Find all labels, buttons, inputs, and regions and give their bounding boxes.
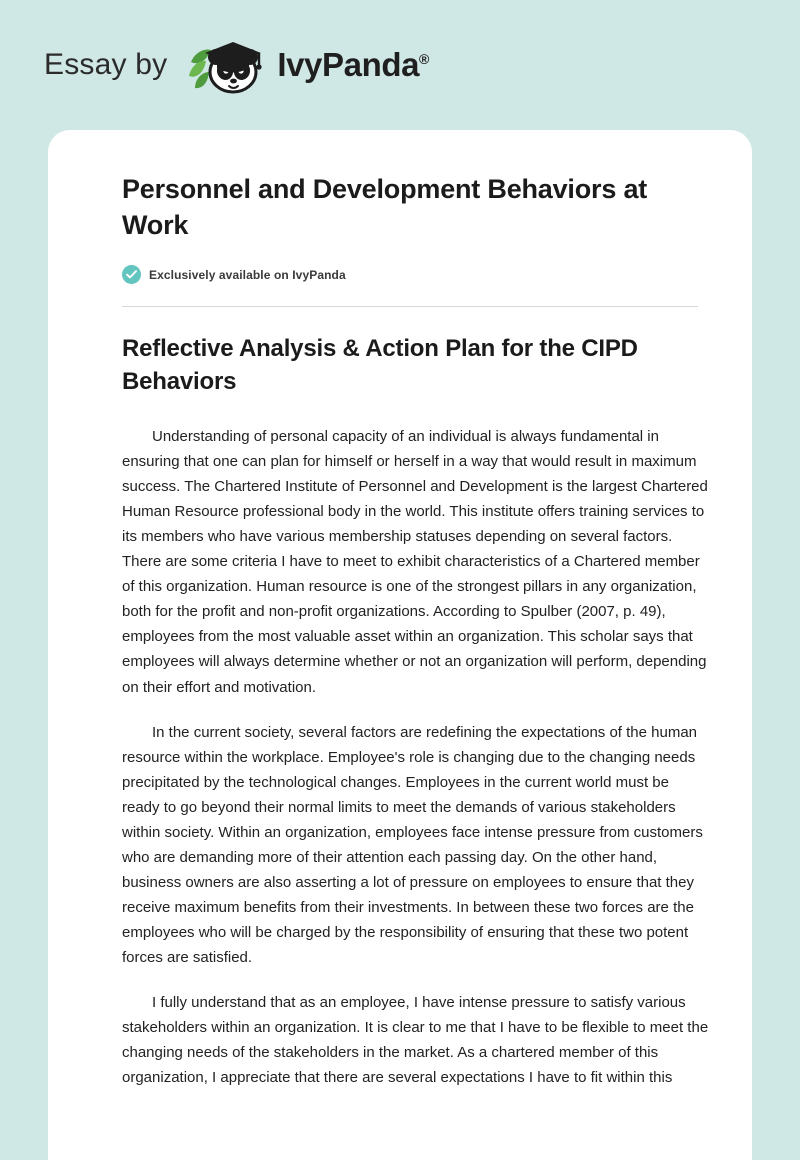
- check-circle-icon: [122, 265, 141, 284]
- ivypanda-logo[interactable]: [185, 32, 429, 98]
- site-header: [0, 0, 800, 130]
- essay-by-label: Essay by: [44, 48, 168, 81]
- exclusive-label: Exclusively available on IvyPanda: [149, 267, 346, 282]
- essay-card: [48, 130, 752, 1160]
- paragraph: In the current society, several factors are redefining the expectations of the human resource within the workplace. Employee's role is changing due to the changing needs precipitated by the technological changes. Employees in the current world must be ready to go beyond their normal limits to meet the demands of various stakeholders within society. Within an organization, employees face intense pressure from customers who are demanding more of their attention each passing day. On the other hand, business owners are also asserting a lot of pressure on employees to ensure that they receive maximum benefits from their investments. In between these two forces are the employees who will be charged by the responsibility of ensuring that these two potent forces are satisfied.: [122, 723, 703, 966]
- paragraph: I fully understand that as an employee, I have intense pressure to satisfy various stakeholders within an organization. It is clear to me that I have to be flexible to meet the changing needs of the stakeholders in the market. As a chartered member of this organization, I appreciate that there are several expectations I have to fit within this: [122, 994, 709, 1087]
- status-badge: [122, 265, 724, 284]
- section-heading: Reflective Analysis & Action Plan for the CIPD Behaviors: [122, 335, 638, 395]
- panda-graduate-logo-icon: [185, 32, 269, 98]
- brand-trademark: ®: [419, 51, 429, 67]
- brand-name-text: IvyPanda: [277, 46, 420, 83]
- divider: [122, 306, 698, 307]
- page-title: Personnel and Development Behaviors at Work: [122, 174, 648, 240]
- brand-name: [277, 46, 429, 84]
- paragraph: Understanding of personal capacity of an individual is always fundamental in ensuring that one can plan for himself or herself in a way that would result in maximum success. The Chartered Institute of Personnel and Development is the largest Chartered Human Resource professional body in the world. This institute offers training services to its members who have various membership statuses depending on several factors. There are some criteria I have to meet to exhibit characteristics of a Chartered member of this organization. Human resource is one of the strongest pillars in any organization, both for the profit and non-profit organizations. According to Spulber (2007, p. 49), employees from the most valuable asset within an organization. This scholar says that employees will always determine whether or not an organization will perform, depending on their effort and motivation.: [122, 428, 708, 696]
